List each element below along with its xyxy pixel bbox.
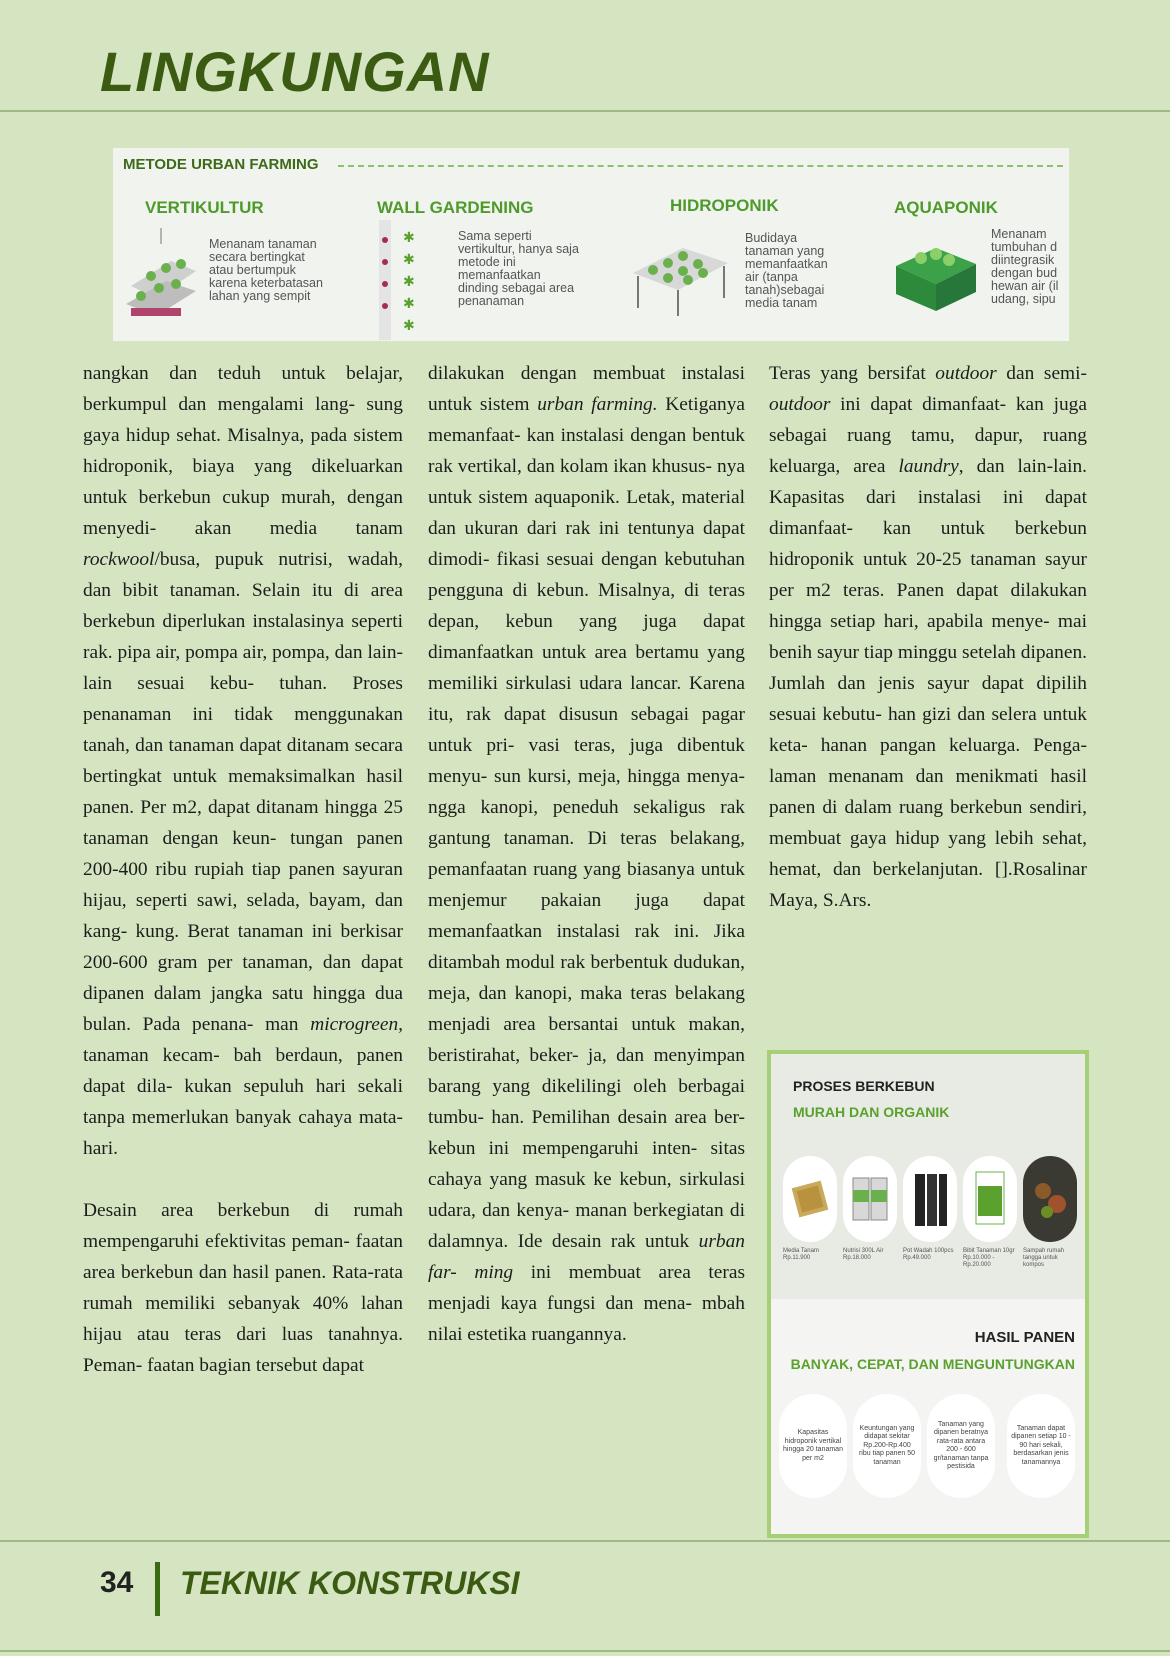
page-number: 34 [100,1566,134,1599]
urban-farming-banner: METODE URBAN FARMING VERTIKULTUR Menanam tanaman secara bertingkat atau bertumpuk karena keterbatasan lahan yang sempit WALL GARDENING ✱ ✱ ✱ ✱ ✱ Sama seperti vertikultur, hanya saja metode ini memanfaatkan dinding sebagai area penanaman HIDROPONIK Budidaya tanaman yang memanfaatkan air (tanpa tanah)sebagai media tanam AQUAPONIK Menanam tumbuhan d diintegrasik dengan bud hewan air (il udang, sipu [113,148,1069,341]
process-subtitle: MURAH DAN ORGANIK [793,1104,950,1120]
magazine-name: TEKNIK KONSTRUKSI [180,1565,520,1601]
svg-text:✱: ✱ [403,319,415,334]
rockwool-icon [783,1156,837,1242]
hydroponic-table-icon [628,238,733,318]
page-footer [0,1540,1170,1656]
netpot-icon [903,1156,957,1242]
wall-garden-icon [375,220,425,340]
banner-divider [338,165,1063,167]
process-title: PROSES BERKEBUN [793,1078,935,1094]
harvest-item: Kapasitas hidroponik vertikal hingga 20 tanaman per m2 [779,1394,847,1498]
harvest-item: Tanaman dapat dipanen setiap 10 - 90 hari sekali, berdasarkan jenis tanamannya [1007,1394,1075,1498]
process-item-kompos: Sampah rumah tangga untuk kompos [1023,1156,1077,1269]
paragraph: Teras yang bersifat outdoor dan semi-outdoor ini dapat dimanfaat- kan juga sebagai ruang tamu, dapur, ruang keluarga, area laundry, dan lain-lain. Kapasitas dari instalasi ini dapat dimanfaat- kan untuk berkebun hidroponik untuk 20-25 tanaman sayur per m2 teras. Panen dapat dilakukan hingga setiap hari, apabila menye- mai benih sayur tiap minggu setelah dipanen. Jumlah dan jenis sayur dapat dipilih sesuai kebutu- han gizi dan selera untuk keta- hanan pangan keluarga. Penga- laman menanam dan menikmati hasil panen di dalam ruang berkebun sendiri, membuat gaya hidup yang lebih sehat, hemat, dan berkelanjutan. [].Rosalinar Maya, S.Ars. [769,363,1087,911]
bottom-rule [0,1650,1170,1652]
process-item-pot: Pot Wadah 100pcs Rp.49.000 [903,1156,957,1262]
method-aquaponik [894,198,998,218]
harvest-item: Tanaman yang dipanen beratnya rata-rata antara 200 - 600 gr/tanaman tanpa pestisida [927,1394,995,1498]
banner-title: METODE URBAN FARMING [123,156,319,173]
method-title: HIDROPONIK [670,196,779,215]
process-item-nutrisi: Nutrisi 300L Air Rp.18.000 [843,1156,897,1262]
paragraph: dilakukan dengan membuat instalasi untuk sistem urban farming. Ketiganya memanfaat- kan instalasi dengan bentuk rak vertikal, dan kolam ikan khusus- nya untuk sistem aquaponik. Letak, material dan ukuran dari rak ini tentunya dapat dimodi- fikasi sesuai dengan kebutuhan pengguna di kebun. Misalnya, di teras depan, kebun yang juga dapat dimanfaatkan untuk area bertamu yang memiliki sirkulasi udara lancar. Karena itu, rak dapat disusun sebagai pagar untuk pri- vasi teras, juga dibentuk menyu- sun kursi, meja, hingga menya- ngga kanopi, peneduh sekaligus rak gantung tanaman. Di teras belakang, pemanfaatan ruang yang biasanya untuk menjemur pakaian juga dapat memanfaatkan instalasi rak ini. Jika ditambah modul rak berbentuk dudukan, meja, dan kanopi, maka teras belakang menjadi area bersantai untuk makan, beristirahat, beker- ja, dan menyimpan barang yang dikelilingi oleh berbagai tumbu- han. Pemilihan desain area ber- kebun ini mempengaruhi inten- sitas cahaya yang masuk ke kebun, sirkulasi udara, dan kenya- manan berkegiatan di dalamnya. Ide desain rak untuk urban far- ming ini membuat area teras menjadi kaya fungsi dan mena- mbah nilai estetika ruangannya. [428,363,746,1345]
harvest-title: HASIL PANEN [974,1329,1075,1346]
paragraph: nangkan dan teduh untuk belajar, berkumpul dan mengalami lang- sung gaya hidup sehat. Misalnya, pada sistem hidroponik, biaya yang dikeluarkan untuk berkebun cukup murah, dengan menyedi- akan media tanam rockwool/busa, pupuk nutrisi, wadah, dan bibit tanaman. Selain itu di area berkebun diperlukan instalasinya seperti rak. pipa air, pompa air, pompa, dan lain-lain sesuai kebu- tuhan. Proses penanaman ini tidak menggunakan tanah, dan tanaman dapat ditanam secara bertingkat untuk memaksimalkan hasil panen. Per m2, dapat ditanam hingga 25 tanaman dengan keun- tungan panen 200-400 ribu rupiah tiap panen sayuran hijau, seperti sawi, selada, bayam, dan kang- kung. Berat tanaman ini berkisar 200-600 gram per tanaman, dan dapat dipanen dalam jangka satu hingga dua bulan. Pada penana- man microgreen, tanaman kecam- bah berdaun, panen dapat dila- kukan sepuluh hari sekali tanpa memerlukan banyak cahaya mata- hari. [83,363,403,1159]
process-item-media: Media Tanam Rp.11.900 [783,1156,837,1262]
vertikultur-rack-icon [121,226,201,326]
method-title: AQUAPONIK [894,198,998,217]
section-title: LINGKUNGAN [100,40,490,103]
article-column-3 [769,358,1087,916]
method-hidroponik [670,196,779,216]
method-title: VERTIKULTUR [145,198,264,217]
paragraph: Desain area berkebun di rumah mempengaruhi efektivitas peman- faatan area berkebun dan hasil panen. Rata-rata rumah memiliki sebanyak 40% lahan hijau atau teras dari luas tanahnya. Peman- faatan bagian tersebut dapat [83,1200,403,1376]
article-column-1 [83,358,403,1381]
method-vertikultur [145,198,264,218]
harvest-item: Keuntungan yang didapat sekitar Rp.200-Rp.400 ribu tiap panen 50 tanaman [853,1394,921,1498]
aquaponic-box-icon [891,236,981,316]
harvest-subtitle: BANYAK, CEPAT, DAN MENGUNTUNGKAN [790,1356,1075,1372]
svg-text:✱: ✱ [403,275,415,290]
footer-divider [155,1562,160,1616]
nutrient-bottle-icon [843,1156,897,1242]
method-wall-gardening [377,198,533,218]
svg-text:✱: ✱ [403,297,415,312]
method-title: WALL GARDENING [377,198,534,217]
page-header [0,0,1170,112]
svg-text:✱: ✱ [403,253,415,268]
svg-text:✱: ✱ [403,231,415,246]
article-column-2 [428,358,745,1350]
compost-icon [1023,1156,1077,1242]
gardening-infographic [767,1050,1089,1538]
seed-packet-icon [963,1156,1017,1242]
process-item-bibit: Bibit Tanaman 10gr Rp.10.000 - Rp.20.000 [963,1156,1017,1269]
